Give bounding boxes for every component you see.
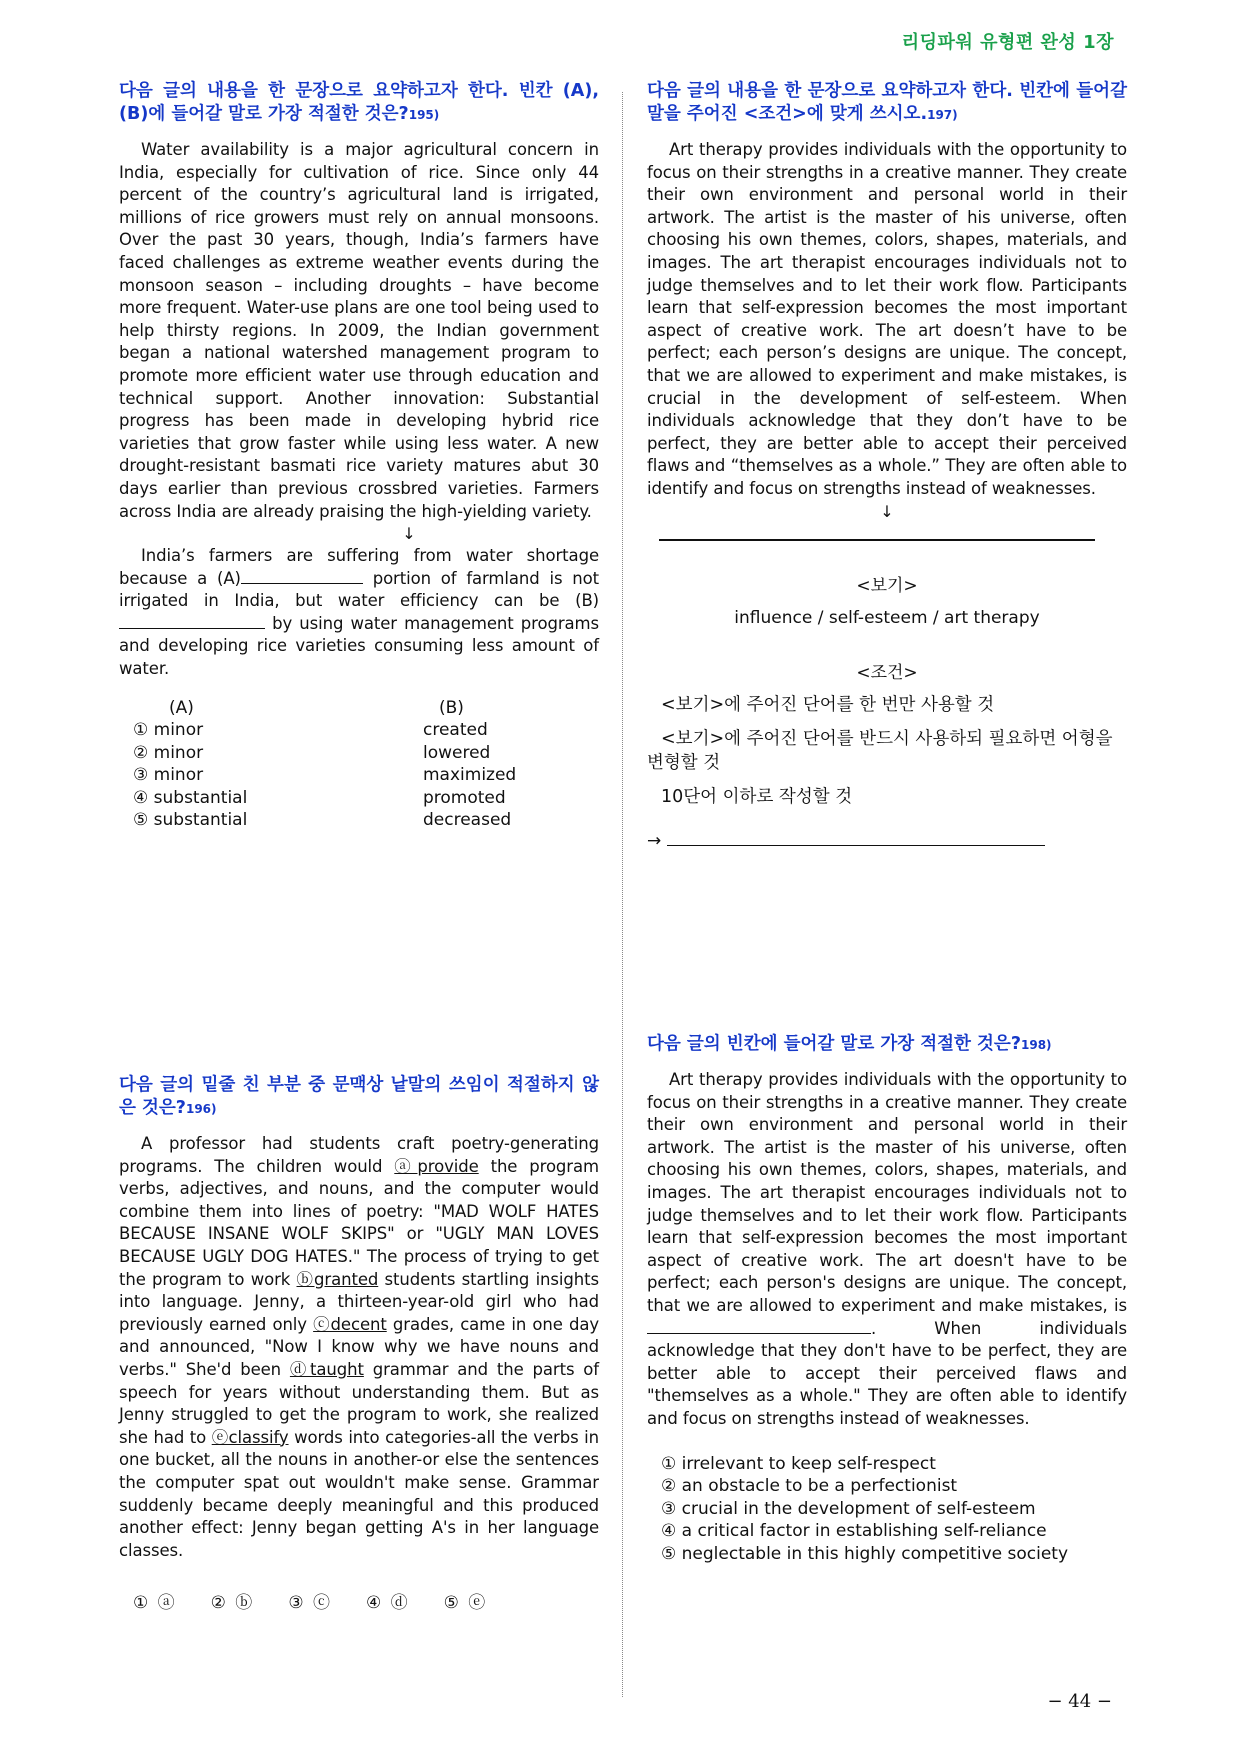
choice[interactable]: ④ ⓓ [365,1593,408,1614]
option-item[interactable]: ① irrelevant to keep self-respect [661,1453,936,1474]
condition-item: 10단어 이하로 작성할 것 [661,786,853,807]
choice[interactable]: ① ⓐ [133,1593,175,1614]
condition-item: <보기>에 주어진 단어를 반드시 사용하되 필요하면 어형을 변형할 것 [647,728,1113,773]
option-row[interactable]: ⑤ substantial decreased [133,810,512,831]
book-section-header: 리딩파워 유형편 완성 1장 [901,32,1114,53]
down-arrow-icon: ↓ [402,524,416,544]
blank [647,1319,795,1334]
question-197 [647,80,1127,851]
column-a-header: (A) [169,697,194,718]
column-divider [622,92,623,1697]
blank-b [119,614,265,629]
option-row[interactable]: ④ substantial promoted [133,787,506,808]
blank-a [241,569,363,584]
question-195-summary: India’s farmers are suffering from water shortage because a (A) portion of farmland is not irrigated in India, but water efficiency can be (B) by using water management programs and developing rice varieties consuming less amount of water. [119,546,599,679]
blank-continuation [795,1319,871,1334]
option-row[interactable]: ② minor lowered [133,742,491,763]
column-b-header: (B) [439,697,464,718]
summary-answer-line[interactable] [659,539,1095,541]
question-195-passage: Water availability is a major agricultural concern in India, especially for cultivation of rice. Since only 44 percent of the country’s agricultural land is irrigated, millions of rice growers must rely on annual monsoons. Over the past 30 years, though, India’s farmers have faced challenges as extreme weather events during the monsoon season – including droughts – have become more frequent. Water-use plans are one tool being used to help thirsty regions. In 2009, the Indian government began a national watershed management program to promote more efficient water use through education and technical support. Another innovation: Substantial progress has been made in developing hybrid rice varieties that grow faster while using less water. A new drought-resistant basmati rice variety matures abut 30 days earlier than previous crossbred varieties. Farmers across India are already praising the high-yielding variety. [119,140,599,521]
question-196-passage: A professor had students craft poetry-generating programs. The children would ⓐprovide the program verbs, adjectives, and nouns, and the computer would combine them into lines of poetry: "MAD WOLF HATES BECAUSE INSANE WOLF SKIPS" or "UGLY MAN LOVES BECAUSE UGLY DOG HATES." The process of trying to get the program to work ⓑgranted students startling insights into language. Jenny, a thirteen-year-old girl who had previously earned only ⓒdecent grades, came in one day and announced, "Now I know why we have nouns and verbs." She'd been ⓓtaught grammar and the parts of speech for years without understanding them. But as Jenny struggled to get the program to work, she realized she had to ⓔclassify words into categories-all the verbs in one bucket, all the nouns in another-or else the sentences the computer spat out wouldn't make sense. Grammar suddenly became deeply meaningful and this produced another effect: Jenny began getting A's in her language classes. [119,1134,600,1560]
bogi-words: influence / self-esteem / art therapy [734,607,1040,628]
choice[interactable]: ⑤ ⓔ [443,1593,486,1614]
underlined-word-e: ⓔclassify [211,1427,289,1447]
underlined-word-c: ⓒdecent [313,1314,387,1334]
question-195 [119,80,599,832]
option-item[interactable]: ④ a critical factor in establishing self-reliance [661,1521,1047,1542]
question-197-title: 다음 글의 내용을 한 문장으로 요약하고자 한다. 빈칸에 들어갈 말을 주어진 <조건>에 맞게 쓰시오.197) [647,81,1127,124]
question-195-title: 다음 글의 내용을 한 문장으로 요약하고자 한다. 빈칸 (A), (B)에 들어갈 말로 가장 적절한 것은?195) [119,81,599,124]
question-196-choices [133,1588,599,1613]
option-item[interactable]: ② an obstacle to be a perfectionist [661,1476,958,1497]
question-198-passage: Art therapy provides individuals with the opportunity to focus on their strengths in a creative manner. They create their own environment and personal world in their artwork. The artist is the master of his universe, often choosing his own themes, colors, shapes, materials, and images. The art therapist encourages individuals not to judge themselves and to let their work flow. Participants learn that self-expression becomes the most important aspect of creative work. The art doesn't have to be perfect; each person's designs are unique. The concept, that we are allowed to experiment and make mistakes, is . When individuals acknowledge that they don't have to be perfect, they are better able to accept their perceived flaws and "themselves as a whole." They are often able to identify and focus on strengths instead of weaknesses. [647,1070,1127,1428]
arrow-right-icon: → [647,830,662,851]
answer-line[interactable] [647,831,1127,851]
bogi-heading: <보기> [856,575,918,596]
page-number: − 44 − [1047,1691,1112,1712]
question-196 [119,1074,599,1613]
question-196-title: 다음 글의 밑줄 친 부분 중 문맥상 낱말의 쓰임이 적절하지 않은 것은?196) [119,1075,599,1118]
question-197-passage: Art therapy provides individuals with the opportunity to focus on their strengths in a creative manner. They create their own environment and personal world in their artwork. The artist is the master of his universe, often choosing his own themes, colors, shapes, materials, and images. The art therapist encourages individuals not to judge themselves and to let their work flow. Participants learn that self-expression becomes the most important aspect of creative work. The art doesn’t have to be perfect; each person’s designs are unique. The concept, that we are allowed to experiment and make mistakes, is crucial in the development of self-esteem. When individuals acknowledge that they don’t have to be perfect, they are better able to accept their perceived flaws and “themselves as a whole.” They are often able to identify and focus on strengths instead of weaknesses. [647,140,1127,498]
question-198-title: 다음 글의 빈칸에 들어갈 말로 가장 적절한 것은?198) [647,1034,1052,1054]
underlined-word-b: ⓑgranted [296,1269,379,1289]
answer-blank[interactable] [667,831,1045,846]
question-198-options [661,1453,1127,1566]
option-item[interactable]: ③ crucial in the development of self-esteem [661,1498,1036,1519]
option-item[interactable]: ⑤ neglectable in this highly competitive society [661,1543,1069,1564]
question-195-options [119,697,516,832]
down-arrow-icon: ↓ [880,501,894,521]
condition-heading: <조건> [856,662,918,683]
underlined-word-a: ⓐprovide [394,1156,479,1176]
question-198 [647,1033,1127,1565]
option-row[interactable]: ① minor created [133,720,488,741]
underlined-word-d: ⓓtaught [289,1359,364,1379]
condition-item: <보기>에 주어진 단어를 한 번만 사용할 것 [661,694,995,715]
choice[interactable]: ② ⓑ [210,1593,253,1614]
option-row[interactable]: ③ minor maximized [133,765,517,786]
choice[interactable]: ③ ⓒ [288,1593,330,1614]
